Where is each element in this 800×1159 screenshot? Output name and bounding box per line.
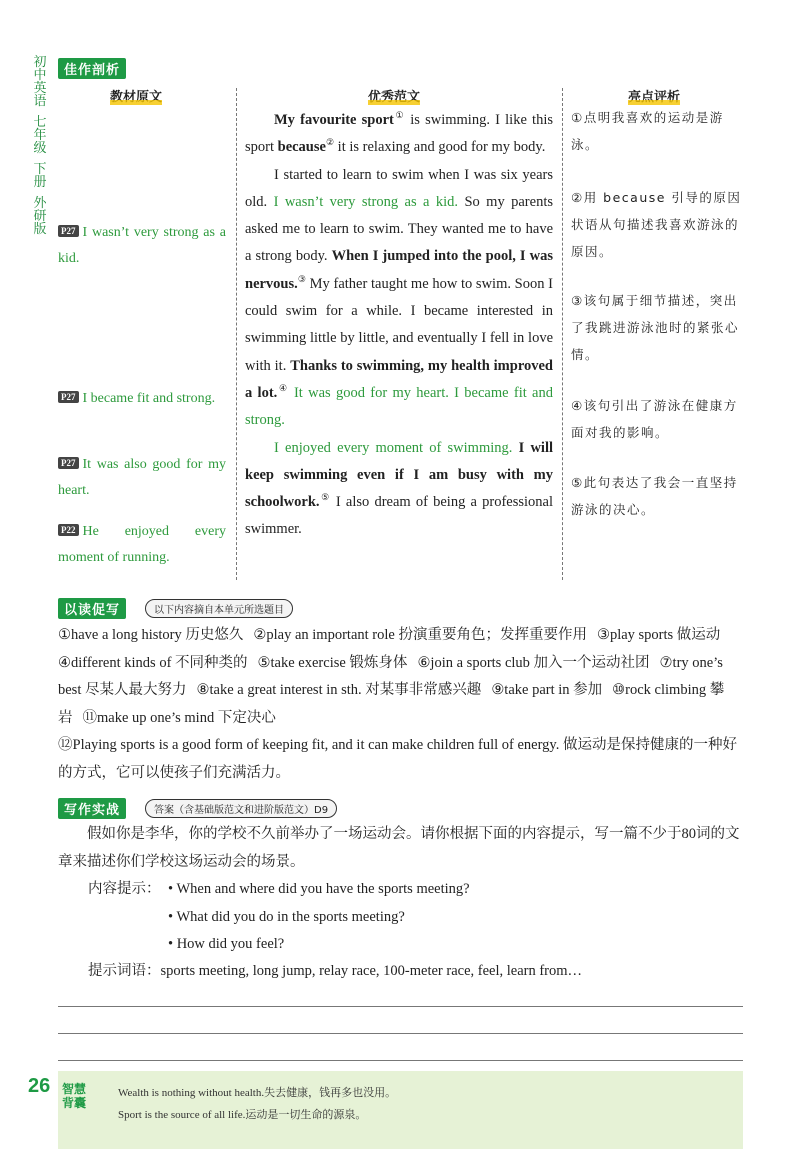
wisdom-badge xyxy=(60,1082,88,1110)
essay-text: it is relaxing and good for my body. xyxy=(334,139,546,156)
sidebar-char: 册 xyxy=(33,175,47,190)
essay-paragraph-2 xyxy=(245,162,553,435)
answer-reference-note: 答案（含基础版范文和进阶版范文）D9 xyxy=(145,799,337,818)
sidebar-char: 外 xyxy=(33,196,47,211)
essay-column-header: 优秀范文 xyxy=(368,86,420,105)
comment-2: ②用 because 引导的原因状语从句描述我喜欢游泳的原因。 xyxy=(571,190,742,259)
sidebar-grade-label xyxy=(30,56,50,236)
essay-borrowed-sentence: I wasn’t very strong as a kid. xyxy=(273,193,459,210)
quote-en: Sport is the source of all life. xyxy=(118,1109,246,1121)
essay-highlight: because xyxy=(277,139,326,156)
answer-line[interactable] xyxy=(58,1033,743,1034)
sidebar-char: 英 xyxy=(33,81,47,96)
phrase-item: ⑨take part in 参加 xyxy=(491,682,603,698)
original-sentence xyxy=(58,452,226,504)
model-essay xyxy=(245,107,553,544)
answer-line[interactable] xyxy=(58,1060,743,1061)
page-number: 26 xyxy=(28,1075,51,1097)
page-ref-badge: P27 xyxy=(58,391,79,403)
sidebar-char: 七 xyxy=(33,115,47,130)
essay-text: I started to learn to swim when I was six years old. xyxy=(245,166,553,210)
essay-highlight: When I jumped into the pool, I was nervous. xyxy=(245,248,554,292)
sidebar-char: 研 xyxy=(33,209,47,224)
phrase-item: ⑤take exercise 锻炼身体 xyxy=(257,654,408,671)
word-hints xyxy=(88,958,748,986)
phrase-item: ⑪make up one’s mind 下定决心 xyxy=(82,709,276,726)
hint-list xyxy=(168,876,728,959)
phrase-item: ①have a long history 历史悠久 xyxy=(58,627,244,643)
essay-borrowed-sentence: It was good for my heart. I became fit and strong. xyxy=(245,384,553,429)
essay-paragraph-3 xyxy=(245,435,553,544)
phrase-list xyxy=(58,622,748,787)
original-sentence-text: I wasn’t very strong as a kid. xyxy=(58,225,226,266)
essay-paragraph-1 xyxy=(245,107,553,162)
sidebar-char: 下 xyxy=(33,162,47,177)
comment-5: ⑤此句表达了我会一直坚持游泳的决心。 xyxy=(571,475,738,517)
sidebar-char: 级 xyxy=(33,141,47,156)
reading-source-note: 以下内容摘自本单元所选题目 xyxy=(145,599,293,618)
essay-text: is swimming. I like this sport xyxy=(245,112,554,156)
phrase-item: ②play an important role 扮演重要角色；发挥重要作用 xyxy=(253,627,587,643)
phrase-item: ⑧take a great interest in sth. 对某事非常感兴趣 xyxy=(196,682,482,698)
original-sentence xyxy=(58,386,226,412)
annotation-number: ⑤ xyxy=(319,492,331,503)
page-ref-badge: P22 xyxy=(58,524,79,536)
hint-text: What did you do in the sports meeting? xyxy=(176,908,405,925)
essay-highlight: I will keep swimming even if I am busy with my schoolwork. xyxy=(245,439,553,511)
quote-2 xyxy=(118,1104,396,1126)
phrase-item: ⑩rock climbing 攀岩 xyxy=(58,682,725,726)
essay-highlight: Thanks to swimming, my health improved a lot. xyxy=(245,357,553,401)
analysis-section-tag: 佳作剖析 xyxy=(58,58,126,79)
hint-item: • When and where did you have the sports meeting? xyxy=(168,881,470,897)
wisdom-badge-line: 智慧 xyxy=(61,1082,86,1096)
original-sentence-text: It was also good for my heart. xyxy=(58,457,226,498)
annotation-number: ② xyxy=(325,137,335,148)
essay-borrowed-sentence: I enjoyed every moment of swimming. xyxy=(274,439,513,456)
column-divider xyxy=(562,88,563,580)
phrase-item: ⑥join a sports club 加入一个运动社团 xyxy=(417,654,650,671)
word-hints-text: sports meeting, long jump, relay race, 100-meter race, feel, learn from… xyxy=(160,963,583,979)
sidebar-char: 初 xyxy=(33,55,47,70)
annotation-number: ① xyxy=(393,110,406,121)
hints-label: 内容提示： xyxy=(88,881,161,897)
sidebar-char: 年 xyxy=(33,128,47,143)
page-ref-badge: P27 xyxy=(58,225,79,237)
reading-section-tag: 以读促写 xyxy=(58,598,126,619)
sidebar-char: 中 xyxy=(33,68,47,83)
essay-text: My father taught me how to swim. Soon I could swim for a while. I became interested in swimming little by little, and eventually I fell in love with it. xyxy=(245,275,553,374)
writing-section-tag: 写作实战 xyxy=(58,798,126,819)
original-sentence-text: I became fit and strong. xyxy=(82,391,216,406)
wisdom-badge-line: 背囊 xyxy=(61,1096,86,1110)
hint-item: • What did you do in the sports meeting? xyxy=(168,908,405,925)
phrase-item: ③play sports 做运动 xyxy=(596,627,721,643)
essay-highlight: My favourite sport xyxy=(274,112,394,128)
original-column-header: 教材原文 xyxy=(110,86,162,105)
phrase-sentence: ⑫Playing sports is a good form of keeping fit, and it can make children full of energy. 做运动是保持健康的一种好的方式，它可以使孩子们充满活力。 xyxy=(58,737,737,781)
original-sentence xyxy=(58,220,226,272)
writing-prompt: 假如你是李华，你的学校不久前举办了一场运动会。请你根据下面的内容提示，写一篇不少于80词的文章来描述你们学校这场运动会的场景。 xyxy=(58,826,740,870)
essay-text: I also dream of being a professional swimmer. xyxy=(245,494,553,538)
comment-4: ④该句引出了游泳在健康方面对我的影响。 xyxy=(571,398,738,440)
comment-3: ③该句属于细节描述，突出了我跳进游泳池时的紧张心情。 xyxy=(571,293,740,362)
quote-zh: 失去健康，钱再多也没用。 xyxy=(264,1086,397,1099)
quote-1 xyxy=(118,1082,396,1104)
word-hints-label: 提示词语： xyxy=(88,963,161,979)
original-sentence-text: He enjoyed every moment of running. xyxy=(58,524,226,565)
essay-text: So my parents asked me to learn to swim. They wanted me to have a strong body. xyxy=(245,193,553,265)
phrase-item: ④different kinds of 不同种类的 xyxy=(58,654,248,671)
hint-item: • How did you feel? xyxy=(168,936,285,952)
annotation-number: ③ xyxy=(297,273,306,284)
page-ref-badge: P27 xyxy=(58,457,79,469)
sidebar-char: 语 xyxy=(33,94,47,109)
answer-line[interactable] xyxy=(58,1006,743,1007)
wisdom-quotes xyxy=(118,1082,396,1126)
comment-1: ①点明我喜欢的运动是游泳。 xyxy=(571,110,724,152)
quote-zh: 运动是一切生命的源泉。 xyxy=(245,1108,367,1121)
quote-en: Wealth is nothing without health. xyxy=(118,1087,265,1099)
phrase-item: ⑦try one’s best 尽某人最大努力 xyxy=(58,654,723,698)
hint-text: When and where did you have the sports meeting? xyxy=(176,881,470,897)
hint-text: How did you feel? xyxy=(176,936,285,952)
sidebar-char: 版 xyxy=(33,222,47,237)
comments-column-header: 亮点评析 xyxy=(628,86,680,105)
annotation-number: ④ xyxy=(277,383,289,394)
column-divider xyxy=(236,88,237,580)
original-sentence xyxy=(58,519,226,571)
